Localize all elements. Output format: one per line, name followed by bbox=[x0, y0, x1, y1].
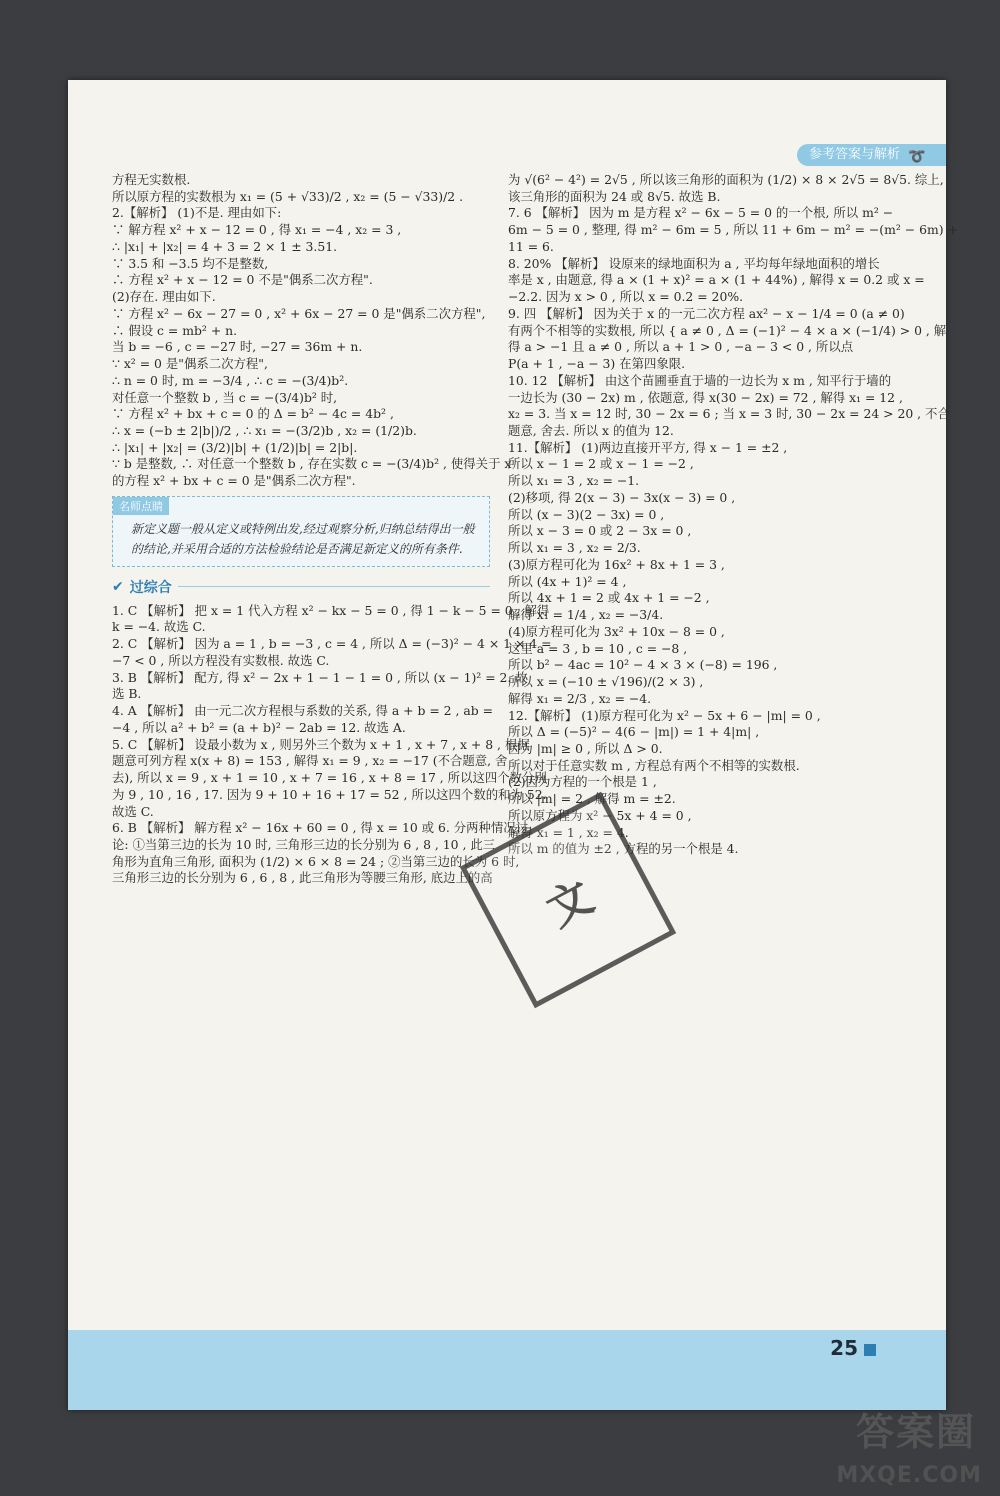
header-tab bbox=[797, 144, 946, 166]
right-column-line: 所以 (4x + 1)² = 4 , bbox=[508, 573, 627, 589]
right-column-line: 所以 |m| = 2 , 解得 m = ±2. bbox=[508, 791, 676, 807]
left-column-line: ∴ 方程 x² + x − 12 = 0 不是"偶系二次方程". bbox=[112, 272, 373, 288]
right-column-line: 所以 (x − 3)(2 − 3x) = 0 , bbox=[508, 506, 665, 522]
right-column-line: 因为 |m| ≥ 0 , 所以 Δ > 0. bbox=[508, 740, 663, 756]
right-column-line: 得 a > −1 且 a ≠ 0 , 所以 a + 1 > 0 , −a − 3 < 0 , 所以点 bbox=[508, 339, 854, 355]
right-column-line: 解得 x₁ = 1/4 , x₂ = −3/4. bbox=[508, 607, 664, 623]
left-column-line: ∴ n = 0 时, m = −3/4 , ∴ c = −(3/4)b². bbox=[112, 372, 349, 388]
right-column-line: 所以 Δ = (−5)² − 4(6 − |m|) = 1 + 4|m| , bbox=[508, 724, 760, 740]
right-column-line: 率是 x , 由题意, 得 a × (1 + x)² = a × (1 + 44%) , 解得 x = 0.2 或 x = bbox=[508, 272, 925, 288]
left-column-line: 对任意一个整数 b , 当 c = −(3/4)b² 时, bbox=[112, 389, 338, 405]
left-column-2-line: 3. B 【解析】 配方, 得 x² − 2x + 1 − 1 − 1 = 0 , 所以 (x − 1)² = 2. 故 bbox=[112, 669, 528, 685]
right-column-line: P(a + 1 , −a − 3) 在第四象限. bbox=[508, 356, 686, 372]
right-column-line: 所以 4x + 1 = 2 或 4x + 1 = −2 , bbox=[508, 590, 710, 606]
right-column-line: 一边长为 (30 − 2x) m , 依题意, 得 x(30 − 2x) = 72 , 解得 x₁ = 12 , bbox=[508, 389, 903, 405]
header-title: 参考答案与解析 bbox=[808, 147, 900, 162]
left-column-lines bbox=[112, 172, 512, 490]
watermark-logo: 答案圈 bbox=[855, 1410, 976, 1454]
swirl-icon: ➰ bbox=[908, 149, 926, 165]
textbook-page bbox=[68, 80, 958, 1410]
footer-band bbox=[68, 1330, 946, 1410]
right-column-line: 解得 x₁ = 1 , x₂ = 4. bbox=[508, 824, 629, 840]
right-column-line: (2)移项, 得 2(x − 3) − 3x(x − 3) = 0 , bbox=[508, 489, 736, 505]
left-column-line: 方程无实数根. bbox=[112, 172, 191, 187]
left-column-2-line: 去), 所以 x = 9 , x + 1 = 10 , x + 7 = 16 , x + 8 = 17 , 所以这四个数分别 bbox=[112, 770, 547, 786]
right-column-line: −2.2. 因为 x > 0 , 所以 x = 0.2 = 20%. bbox=[508, 289, 744, 305]
watermark-url: MXQE.COM bbox=[836, 1463, 982, 1488]
left-column-2-line: 2. C 【解析】 因为 a = 1 , b = −3 , c = 4 , 所以 Δ = (−3)² − 4 × 1 × 4 = bbox=[112, 636, 552, 652]
left-column-line: ∵ 方程 x² − 6x − 27 = 0 , x² + 6x − 27 = 0 是"偶系二次方程", bbox=[112, 305, 486, 321]
left-column-2-line: 故选 C. bbox=[112, 803, 154, 819]
tip-label: 名师点睛 bbox=[113, 497, 169, 515]
left-column-line: 的方程 x² + bx + c = 0 是"偶系二次方程". bbox=[112, 473, 356, 489]
right-column-line: 所以 x₁ = 3 , x₂ = 2/3. bbox=[508, 540, 641, 556]
seal-stamp: 文 bbox=[460, 792, 676, 1008]
checkmark-icon: ✔ bbox=[112, 578, 124, 595]
left-column-2-line: 选 B. bbox=[112, 686, 142, 702]
right-column-line: (3)原方程可化为 16x² + 8x + 1 = 3 , bbox=[508, 556, 725, 572]
right-column-line: 11.【解析】 (1)两边直接开平方, 得 x − 1 = ±2 , bbox=[508, 439, 788, 455]
left-column-line: 所以原方程的实数根为 x₁ = (5 + √33)/2 , x₂ = (5 − √33)/2 . bbox=[112, 188, 464, 204]
right-column-line: 所以原方程为 x² − 5x + 4 = 0 , bbox=[508, 807, 692, 823]
right-column-line: 所以 x − 3 = 0 或 2 − 3x = 0 , bbox=[508, 523, 692, 539]
left-column-line: 2.【解析】 (1)不是. 理由如下: bbox=[112, 205, 282, 221]
right-column-line: 所以 x − 1 = 2 或 x − 1 = −2 , bbox=[508, 456, 694, 472]
left-column-line: ∵ 方程 x² + bx + c = 0 的 Δ = b² − 4c = 4b² , bbox=[112, 406, 394, 422]
left-column-line: ∵ 解方程 x² + x − 12 = 0 , 得 x₁ = −4 , x₂ = 3 , bbox=[112, 222, 402, 238]
section-divider bbox=[178, 586, 490, 587]
right-column-line: 7. 6 【解析】 因为 m 是方程 x² − 6x − 5 = 0 的一个根, 所以 m² − bbox=[508, 205, 894, 221]
left-column-line: ∴ 假设 c = mb² + n. bbox=[112, 322, 238, 338]
right-column-line: 12.【解析】 (1)原方程可化为 x² − 5x + 6 − |m| = 0 , bbox=[508, 707, 821, 723]
right-column-line: 有两个不相等的实数根, 所以 { a ≠ 0 , Δ = (−1)² − 4 × a × (−1/4) > 0 , 解 bbox=[508, 322, 947, 338]
right-column-line: 这里 a = 3 , b = 10 , c = −8 , bbox=[508, 640, 688, 656]
left-column-2-line: 1. C 【解析】 把 x = 1 代入方程 x² − kx − 5 = 0 , 得 1 − k − 5 = 0 , 解得 bbox=[112, 602, 550, 618]
right-column-line: 11 = 6. bbox=[508, 238, 554, 254]
right-column-line: 所以 b² − 4ac = 10² − 4 × 3 × (−8) = 196 , bbox=[508, 657, 778, 673]
tip-box bbox=[112, 496, 490, 567]
right-column-line: 所以 m 的值为 ±2 , 方程的另一个根是 4. bbox=[508, 841, 739, 857]
section-title: 过综合 bbox=[129, 579, 172, 596]
page-number-square-icon bbox=[864, 1344, 876, 1356]
left-column-2-line: 为 9 , 10 , 16 , 17. 因为 9 + 10 + 16 + 17 = 52 , 所以这四个数的和为 52. bbox=[112, 786, 547, 802]
left-column-2-line: 题意可列方程 x(x + 8) = 153 , 解得 x₁ = 9 , x₂ = −17 (不合题意, 舍 bbox=[112, 753, 508, 769]
right-column-line: 解得 x₁ = 2/3 , x₂ = −4. bbox=[508, 690, 652, 706]
right-column-line: 9. 四 【解析】 因为关于 x 的一元二次方程 ax² − x − 1/4 = 0 (a ≠ 0) bbox=[508, 305, 905, 321]
left-column-line: ∵ 3.5 和 −3.5 均不是整数, bbox=[112, 255, 269, 271]
right-column-line: 所以对于任意实数 m , 方程总有两个不相等的实数根. bbox=[508, 757, 800, 773]
left-column-lines-2 bbox=[112, 602, 552, 887]
left-column-line: ∴ x = (−b ± 2|b|)/2 , ∴ x₁ = −(3/2)b , x₂ = (1/2)b. bbox=[112, 423, 417, 439]
left-column-2-line: 角形为直角三角形, 面积为 (1/2) × 6 × 8 = 24 ; ②当第三边的长为 6 时, bbox=[112, 853, 520, 869]
left-column-line: ∴ |x₁| + |x₂| = 4 + 3 = 2 × 1 ± 3.51. bbox=[112, 238, 338, 254]
right-column-line: 所以 x₁ = 3 , x₂ = −1. bbox=[508, 473, 640, 489]
right-column-line: 题意, 舍去. 所以 x 的值为 12. bbox=[508, 423, 674, 439]
left-column-2-line: −4 , 所以 a² + b² = (a + b)² − 2ab = 12. 故选 A. bbox=[112, 719, 406, 735]
left-column-2-line: 4. A 【解析】 由一元二次方程根与系数的关系, 得 a + b = 2 , ab = bbox=[112, 703, 493, 719]
right-column-line: 为 √(6² − 4²) = 2√5 , 所以该三角形的面积为 (1/2) × 8 × 2√5 = 8√5. 综上, bbox=[508, 172, 944, 187]
right-column-line: x₂ = 3. 当 x = 12 时, 30 − 2x = 6 ; 当 x = 3 时, 30 − 2x = 24 > 20 , 不合 bbox=[508, 406, 950, 422]
left-column-line: ∵ b 是整数, ∴ 对任意一个整数 b , 存在实数 c = −(3/4)b² , 使得关于 x bbox=[112, 456, 512, 472]
left-column-line: ∵ x² = 0 是"偶系二次方程", bbox=[112, 356, 268, 372]
right-column-lines bbox=[508, 172, 958, 858]
left-column-2-line: −7 < 0 , 所以方程没有实数根. 故选 C. bbox=[112, 652, 330, 668]
page-number: 25 bbox=[830, 1336, 858, 1360]
left-column-2-line: k = −4. 故选 C. bbox=[112, 619, 206, 635]
section-heading bbox=[112, 577, 490, 597]
left-column-line: ∴ |x₁| + |x₂| = (3/2)|b| + (1/2)|b| = 2|b|. bbox=[112, 439, 358, 455]
left-column-2-line: 论: ①当第三边的长为 10 时, 三角形三边的长分别为 6 , 8 , 10 , 此三 bbox=[112, 837, 496, 853]
left-column-line: (2)存在. 理由如下. bbox=[112, 289, 216, 305]
left-column-2-line: 6. B 【解析】 解方程 x² − 16x + 60 = 0 , 得 x = 10 或 6. 分两种情况讨 bbox=[112, 820, 529, 836]
right-column-line: (4)原方程可化为 3x² + 10x − 8 = 0 , bbox=[508, 623, 725, 639]
tip-text: 新定义题一般从定义或特例出发,经过观察分析,归纳总结得出一般的结论,并采用合适的方法检验结论是否满足新定义的所有条件. bbox=[131, 521, 475, 557]
left-column-2-line: 5. C 【解析】 设最小数为 x , 则另外三个数为 x + 1 , x + 7 , x + 8 , 根据 bbox=[112, 736, 530, 752]
right-column bbox=[508, 172, 958, 858]
right-column-line: 8. 20% 【解析】 设原来的绿地面积为 a , 平均每年绿地面积的增长 bbox=[508, 255, 880, 271]
right-column-line: 所以 x = (−10 ± √196)/(2 × 3) , bbox=[508, 674, 704, 690]
left-column-2-line: 三角形三边的长分别为 6 , 6 , 8 , 此三角形为等腰三角形, 底边上的高 bbox=[112, 870, 493, 886]
right-column-line: (2)因为方程的一个根是 1 , bbox=[508, 774, 657, 790]
right-column-line: 该三角形的面积为 24 或 8√5. 故选 B. bbox=[508, 188, 721, 204]
right-column-line: 6m − 5 = 0 , 整理, 得 m² − 6m = 5 , 所以 11 + 6m − m² = −(m² − 6m) + bbox=[508, 222, 958, 238]
right-column-line: 10. 12 【解析】 由这个苗圃垂直于墙的一边长为 x m , 知平行于墙的 bbox=[508, 372, 892, 388]
left-column-line: 当 b = −6 , c = −27 时, −27 = 36m + n. bbox=[112, 339, 363, 355]
